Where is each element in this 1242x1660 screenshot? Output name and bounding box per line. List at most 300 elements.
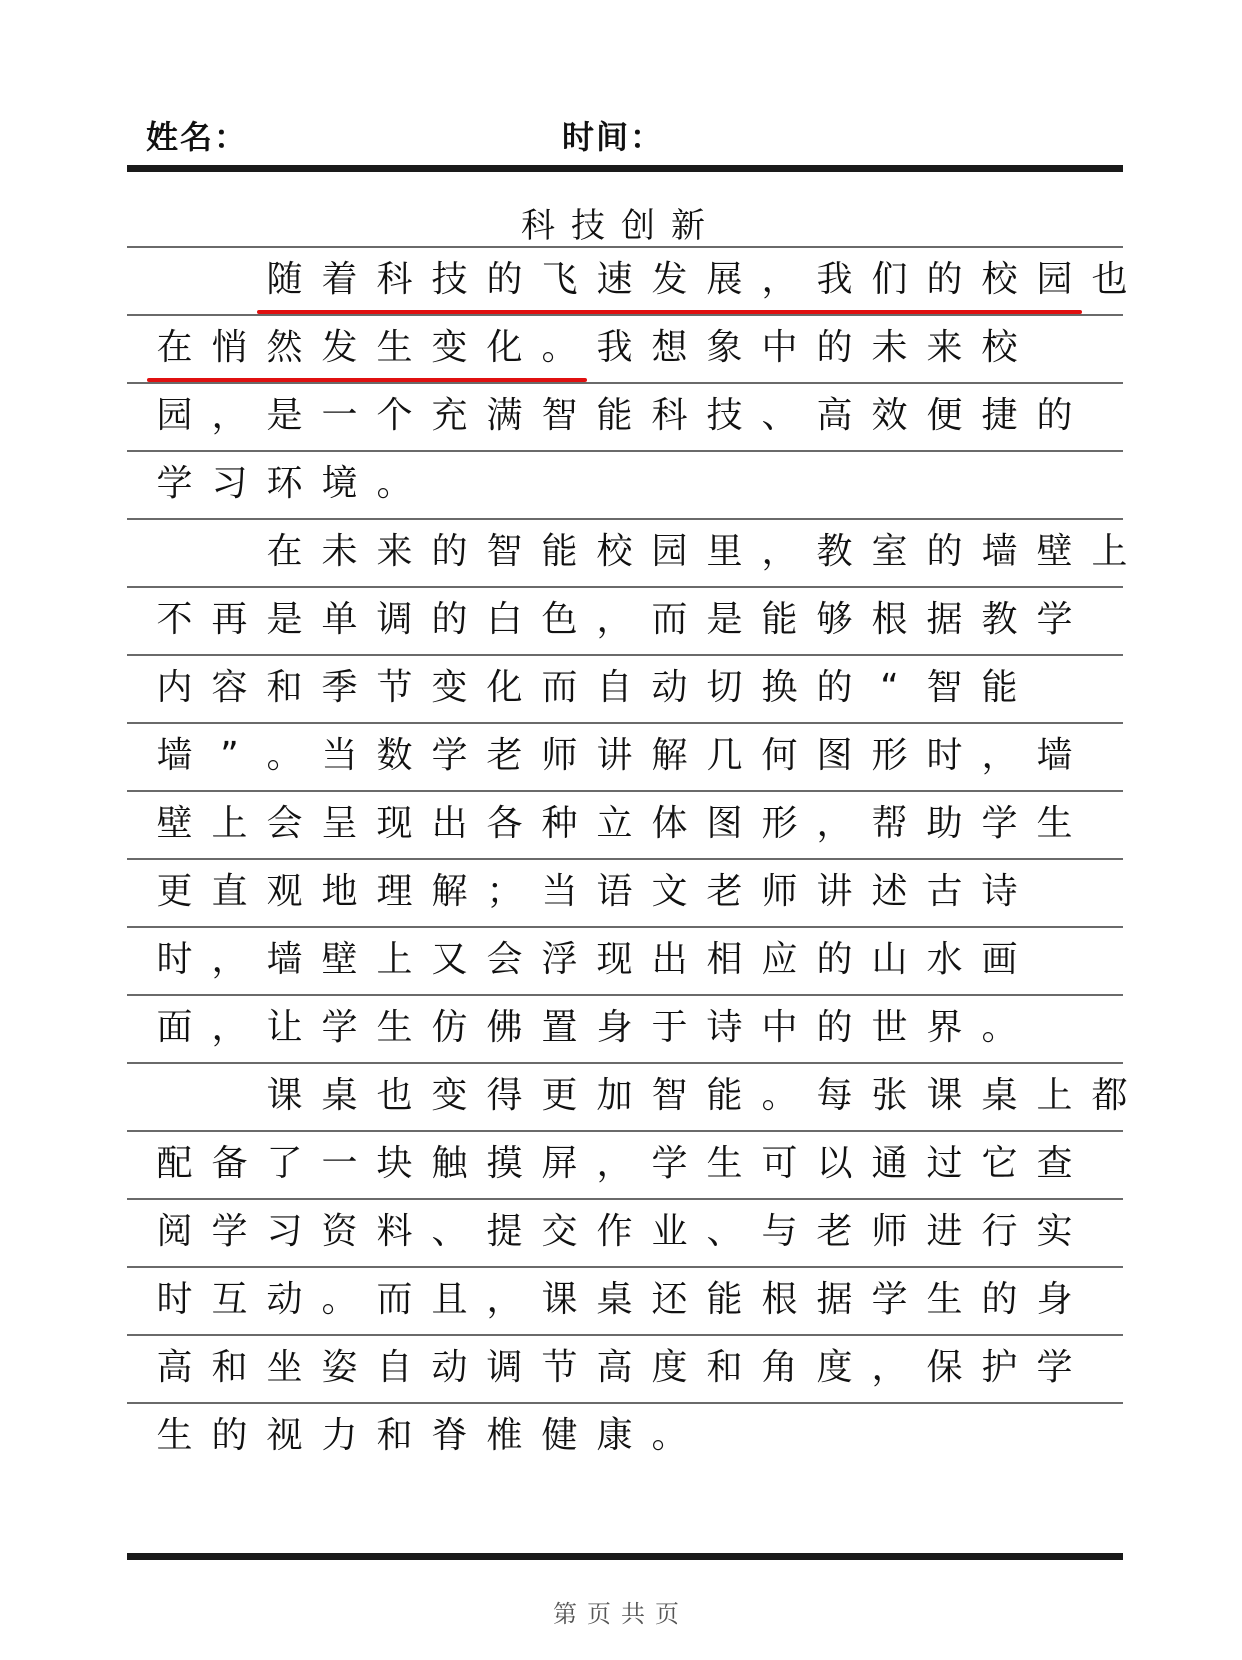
- essay-char: 墙: [981, 531, 1018, 572]
- essay-char: 生: [706, 1143, 743, 1184]
- time-label: 时间：: [562, 118, 665, 156]
- essay-char: 换: [761, 667, 798, 708]
- essay-line-text: [127, 939, 1027, 980]
- essay-char: 山: [871, 939, 908, 980]
- essay-char: ，: [761, 259, 798, 300]
- essay-char: 更: [156, 871, 193, 912]
- essay-char: 助: [926, 803, 963, 844]
- essay-char: 还: [651, 1279, 688, 1320]
- essay-char: 置: [541, 1007, 578, 1048]
- essay-char: 学: [431, 735, 468, 776]
- essay-char: 学: [211, 1211, 248, 1252]
- essay-char: 自: [596, 667, 633, 708]
- essay-line-text: [127, 1211, 1082, 1252]
- essay-char: 生: [376, 327, 413, 368]
- essay-char: 老: [486, 735, 523, 776]
- essay-char: 姿: [321, 1347, 358, 1388]
- essay-line: [127, 246, 1128, 314]
- essay-char: 智: [926, 667, 963, 708]
- essay-char: ，: [596, 1143, 633, 1184]
- essay-char: 课: [926, 1075, 963, 1116]
- essay-char: 室: [871, 531, 908, 572]
- essay-char: 。: [376, 463, 413, 504]
- essay-line: [127, 654, 1123, 722]
- essay-char: 图: [816, 735, 853, 776]
- essay-char: 变: [431, 1075, 468, 1116]
- essay-char: 坐: [266, 1347, 303, 1388]
- essay-char: 会: [266, 803, 303, 844]
- essay-char: 在: [156, 327, 193, 368]
- essay-char: 呈: [321, 803, 358, 844]
- essay-char: 加: [596, 1075, 633, 1116]
- essay-char: 角: [761, 1347, 798, 1388]
- essay-char: 而: [541, 667, 578, 708]
- essay-char: 生: [156, 1415, 193, 1456]
- essay-char: 中: [761, 1007, 798, 1048]
- essay-char: 作: [596, 1211, 633, 1252]
- essay-char: 的: [211, 1415, 248, 1456]
- essay-char: 都: [1091, 1075, 1128, 1116]
- essay-char: 我: [596, 327, 633, 368]
- essay-line: [127, 1402, 1123, 1470]
- essay-char: 满: [486, 395, 523, 436]
- essay-char: 上: [1091, 531, 1128, 572]
- essay-char: ，: [211, 1007, 248, 1048]
- essay-char: 效: [871, 395, 908, 436]
- essay-char: 能: [706, 1279, 743, 1320]
- essay-char: 。: [981, 1007, 1018, 1048]
- essay-char: 中: [761, 327, 798, 368]
- essay-char: 来: [376, 531, 413, 572]
- essay-char: 诗: [706, 1007, 743, 1048]
- essay-char: 几: [706, 735, 743, 776]
- essay-char: 上: [376, 939, 413, 980]
- essay-char: 个: [376, 395, 413, 436]
- essay-char: 浮: [541, 939, 578, 980]
- essay-char: 智: [486, 531, 523, 572]
- essay-line-text: [127, 463, 422, 504]
- essay-char: 园: [651, 531, 688, 572]
- essay-char: 能: [541, 531, 578, 572]
- essay-char: 老: [816, 1211, 853, 1252]
- essay-line-text: [127, 1075, 1137, 1116]
- top-rule: [127, 165, 1123, 172]
- essay-char: 再: [211, 599, 248, 640]
- essay-char: 壁: [1036, 531, 1073, 572]
- essay-char: 飞: [541, 259, 578, 300]
- essay-char: 查: [1036, 1143, 1073, 1184]
- essay-char: 习: [211, 463, 248, 504]
- essay-char: 境: [321, 463, 358, 504]
- essay-char: 学: [651, 1143, 688, 1184]
- essay-char: 学: [1036, 599, 1073, 640]
- essay-char: 和: [376, 1415, 413, 1456]
- essay-char: 行: [981, 1211, 1018, 1252]
- essay-char: 的: [926, 531, 963, 572]
- essay-char: 不: [156, 599, 193, 640]
- essay-char: 古: [926, 871, 963, 912]
- essay-char: 智: [651, 1075, 688, 1116]
- essay-char: 据: [816, 1279, 853, 1320]
- essay-char: 生: [926, 1279, 963, 1320]
- essay-char: 当: [541, 871, 578, 912]
- essay-char: 。: [651, 1415, 688, 1456]
- essay-char: 可: [761, 1143, 798, 1184]
- essay-char: 力: [321, 1415, 358, 1456]
- essay-char: 形: [871, 735, 908, 776]
- essay-char: 智: [541, 395, 578, 436]
- essay-char: 何: [761, 735, 798, 776]
- essay-char: ，: [211, 939, 248, 980]
- essay-char: “: [880, 667, 899, 708]
- essay-char: 课: [266, 1075, 303, 1116]
- essay-char: 会: [486, 939, 523, 980]
- essay-char: 摸: [486, 1143, 523, 1184]
- essay-char: 且: [431, 1279, 468, 1320]
- essay-char: 互: [211, 1279, 248, 1320]
- essay-char: 随: [266, 259, 303, 300]
- essay-char: 触: [431, 1143, 468, 1184]
- essay-char: 校: [981, 259, 1018, 300]
- essay-line-text: [127, 1007, 1027, 1048]
- essay-char: 是: [706, 599, 743, 640]
- essay-char: 现: [376, 803, 413, 844]
- essay-char: 于: [651, 1007, 688, 1048]
- essay-char: 料: [376, 1211, 413, 1252]
- essay-char: 体: [651, 803, 688, 844]
- essay-char: 文: [651, 871, 688, 912]
- essay-char: 的: [816, 327, 853, 368]
- essay-char: 动: [651, 667, 688, 708]
- essay-char: 在: [266, 531, 303, 572]
- essay-char: 生: [1036, 803, 1073, 844]
- essay-char: 高: [156, 1347, 193, 1388]
- essay-char: 度: [816, 1347, 853, 1388]
- essay-char: 技: [431, 259, 468, 300]
- essay-char: 、: [761, 395, 798, 436]
- essay-char: ，: [816, 803, 853, 844]
- essay-char: 。: [761, 1075, 798, 1116]
- essay-char: 又: [431, 939, 468, 980]
- essay-char: 而: [376, 1279, 413, 1320]
- essay-char: 现: [596, 939, 633, 980]
- essay-char: ，: [596, 599, 633, 640]
- essay-char: 悄: [211, 327, 248, 368]
- essay-char: 能: [596, 395, 633, 436]
- essay-char: 化: [486, 667, 523, 708]
- essay-char: 师: [541, 735, 578, 776]
- essay-char: 课: [541, 1279, 578, 1320]
- essay-char: 的: [816, 1007, 853, 1048]
- essay-char: 想: [651, 327, 688, 368]
- essay-char: 上: [211, 803, 248, 844]
- essay-char: 据: [926, 599, 963, 640]
- essay-char: 校: [596, 531, 633, 572]
- essay-char: 一: [321, 1143, 358, 1184]
- essay-char: 备: [211, 1143, 248, 1184]
- essay-char: 充: [431, 395, 468, 436]
- essay-char: ，: [871, 1347, 908, 1388]
- essay-char: 校: [981, 327, 1018, 368]
- essay-line: [127, 450, 1123, 518]
- essay-char: 得: [486, 1075, 523, 1116]
- essay-char: 环: [266, 463, 303, 504]
- essay-line: [127, 1266, 1123, 1334]
- essay-char: 以: [816, 1143, 853, 1184]
- essay-char: 园: [1036, 259, 1073, 300]
- essay-char: 出: [651, 939, 688, 980]
- essay-char: 容: [211, 667, 248, 708]
- essay-char: 展: [706, 259, 743, 300]
- essay-line-text: [127, 327, 1027, 368]
- essay-char: 身: [1036, 1279, 1073, 1320]
- essay-char: 相: [706, 939, 743, 980]
- essay-char: 康: [596, 1415, 633, 1456]
- essay-char: 和: [706, 1347, 743, 1388]
- essay-char: 上: [1036, 1075, 1073, 1116]
- essay-char: 。: [541, 327, 578, 368]
- essay-char: 立: [596, 803, 633, 844]
- essay-char: 生: [376, 1007, 413, 1048]
- essay-char: 屏: [541, 1143, 578, 1184]
- essay-char: 墙: [156, 735, 193, 776]
- essay-char: 时: [926, 735, 963, 776]
- page-footer: 第页共页: [553, 1600, 689, 1628]
- essay-char: 数: [376, 735, 413, 776]
- essay-char: 帮: [871, 803, 908, 844]
- essay-char: ”: [220, 735, 239, 776]
- essay-char: 发: [321, 327, 358, 368]
- essay-char: 的: [431, 531, 468, 572]
- essay-char: 壁: [321, 939, 358, 980]
- essay-char: 述: [871, 871, 908, 912]
- essay-char: ，: [211, 395, 248, 436]
- essay-char: 里: [706, 531, 743, 572]
- essay-line-text: [127, 1279, 1082, 1320]
- essay-char: ；: [486, 871, 523, 912]
- essay-line-text: [127, 531, 1137, 572]
- essay-char: 速: [596, 259, 633, 300]
- essay-char: 切: [706, 667, 743, 708]
- essay-char: 的: [816, 667, 853, 708]
- essay-char: 护: [981, 1347, 1018, 1388]
- essay-char: 师: [761, 871, 798, 912]
- essay-char: 地: [321, 871, 358, 912]
- essay-title: 科技创新: [521, 206, 721, 246]
- essay-char: 教: [981, 599, 1018, 640]
- essay-char: 的: [431, 599, 468, 640]
- essay-char: 内: [156, 667, 193, 708]
- essay-char: 诗: [981, 871, 1018, 912]
- essay-char: 时: [156, 939, 193, 980]
- essay-char: 椎: [486, 1415, 523, 1456]
- essay-char: 教: [816, 531, 853, 572]
- essay-line: [127, 1334, 1123, 1402]
- essay-char: 能: [706, 1075, 743, 1116]
- essay-char: 实: [1036, 1211, 1073, 1252]
- essay-char: 进: [926, 1211, 963, 1252]
- essay-char: 形: [761, 803, 798, 844]
- essay-line: [127, 382, 1123, 450]
- essay-char: 变: [431, 667, 468, 708]
- essay-char: 老: [706, 871, 743, 912]
- essay-char: 的: [816, 939, 853, 980]
- essay-char: 能: [981, 667, 1018, 708]
- essay-char: 季: [321, 667, 358, 708]
- essay-char: 高: [816, 395, 853, 436]
- essay-char: 应: [761, 939, 798, 980]
- essay-char: 当: [321, 735, 358, 776]
- essay-line: [127, 1130, 1123, 1198]
- essay-char: 墙: [266, 939, 303, 980]
- essay-char: 时: [156, 1279, 193, 1320]
- essay-char: 界: [926, 1007, 963, 1048]
- essay-char: 着: [321, 259, 358, 300]
- essay-char: 未: [871, 327, 908, 368]
- essay-char: 学: [156, 463, 193, 504]
- essay-char: 语: [596, 871, 633, 912]
- essay-char: 图: [706, 803, 743, 844]
- essay-char: 墙: [1036, 735, 1073, 776]
- essay-line-text: [127, 1347, 1082, 1388]
- essay-char: 阅: [156, 1211, 193, 1252]
- essay-char: 、: [706, 1211, 743, 1252]
- essay-char: 然: [266, 327, 303, 368]
- essay-char: 的: [981, 1279, 1018, 1320]
- essay-char: 科: [376, 259, 413, 300]
- essay-char: 通: [871, 1143, 908, 1184]
- essay-line-text: [127, 599, 1082, 640]
- essay-line-text: [127, 1143, 1082, 1184]
- essay-char: 桌: [981, 1075, 1018, 1116]
- essay-char: 调: [486, 1347, 523, 1388]
- essay-line-text: [127, 803, 1082, 844]
- essay-char: 解: [651, 735, 688, 776]
- essay-char: 而: [651, 599, 688, 640]
- essay-char: 保: [926, 1347, 963, 1388]
- essay-char: 与: [761, 1211, 798, 1252]
- essay-char: 学: [871, 1279, 908, 1320]
- essay-char: ，: [486, 1279, 523, 1320]
- essay-char: 和: [211, 1347, 248, 1388]
- essay-char: 发: [651, 259, 688, 300]
- essay-char: 佛: [486, 1007, 523, 1048]
- essay-char: 水: [926, 939, 963, 980]
- essay-line: [127, 1198, 1123, 1266]
- essay-char: 它: [981, 1143, 1018, 1184]
- essay-char: 未: [321, 531, 358, 572]
- essay-char: 脊: [431, 1415, 468, 1456]
- essay-line-text: [127, 259, 1137, 300]
- red-underline-mark: [257, 310, 1082, 314]
- essay-char: 身: [596, 1007, 633, 1048]
- essay-char: 各: [486, 803, 523, 844]
- essay-line-text: [127, 1415, 697, 1456]
- essay-line-text: [127, 871, 1027, 912]
- essay-char: 桌: [321, 1075, 358, 1116]
- essay-line: [127, 314, 1123, 382]
- essay-char: 配: [156, 1143, 193, 1184]
- essay-char: 够: [816, 599, 853, 640]
- essay-char: 画: [981, 939, 1018, 980]
- essay-line-text: [127, 395, 1082, 436]
- essay-char: 健: [541, 1415, 578, 1456]
- essay-line: [127, 994, 1123, 1062]
- essay-char: 块: [376, 1143, 413, 1184]
- essay-char: 学: [1036, 1347, 1073, 1388]
- essay-char: 也: [1091, 259, 1128, 300]
- essay-char: 讲: [816, 871, 853, 912]
- essay-char: 种: [541, 803, 578, 844]
- essay-char: 也: [376, 1075, 413, 1116]
- essay-char: 和: [266, 667, 303, 708]
- essay-char: 学: [981, 803, 1018, 844]
- essay-char: 。: [321, 1279, 358, 1320]
- essay-char: 更: [541, 1075, 578, 1116]
- essay-char: 是: [266, 599, 303, 640]
- essay-char: 每: [816, 1075, 853, 1116]
- essay-char: 业: [651, 1211, 688, 1252]
- essay-char: 面: [156, 1007, 193, 1048]
- essay-char: 资: [321, 1211, 358, 1252]
- essay-char: 色: [541, 599, 578, 640]
- essay-char: 视: [266, 1415, 303, 1456]
- essay-char: 便: [926, 395, 963, 436]
- essay-char: 师: [871, 1211, 908, 1252]
- essay-char: 张: [871, 1075, 908, 1116]
- essay-char: 自: [376, 1347, 413, 1388]
- essay-char: 根: [761, 1279, 798, 1320]
- essay-char: 出: [431, 803, 468, 844]
- essay-char: 园: [156, 395, 193, 436]
- essay-char: 度: [651, 1347, 688, 1388]
- essay-char: 壁: [156, 803, 193, 844]
- essay-char: 变: [431, 327, 468, 368]
- essay-char: 解: [431, 871, 468, 912]
- essay-line: [127, 858, 1123, 926]
- essay-line-text: [127, 735, 1082, 776]
- essay-char: 学: [321, 1007, 358, 1048]
- essay-char: 一: [321, 395, 358, 436]
- essay-char: 调: [376, 599, 413, 640]
- essay-line-text: [127, 667, 1027, 708]
- essay-char: 世: [871, 1007, 908, 1048]
- essay-char: 化: [486, 327, 523, 368]
- essay-char: 来: [926, 327, 963, 368]
- essay-char: 让: [266, 1007, 303, 1048]
- essay-char: 讲: [596, 735, 633, 776]
- essay-line: [127, 1062, 1128, 1130]
- essay-char: 的: [926, 259, 963, 300]
- essay-char: 过: [926, 1143, 963, 1184]
- essay-char: ，: [981, 735, 1018, 776]
- essay-char: ，: [761, 531, 798, 572]
- essay-char: 仿: [431, 1007, 468, 1048]
- essay-line: [127, 586, 1123, 654]
- essay-char: 节: [376, 667, 413, 708]
- essay-char: 交: [541, 1211, 578, 1252]
- essay-char: 科: [651, 395, 688, 436]
- essay-char: 根: [871, 599, 908, 640]
- essay-char: 理: [376, 871, 413, 912]
- essay-line: [127, 790, 1123, 858]
- essay-char: 习: [266, 1211, 303, 1252]
- essay-char: 单: [321, 599, 358, 640]
- essay-char: 观: [266, 871, 303, 912]
- essay-char: 能: [761, 599, 798, 640]
- essay-char: 动: [431, 1347, 468, 1388]
- essay-char: 的: [486, 259, 523, 300]
